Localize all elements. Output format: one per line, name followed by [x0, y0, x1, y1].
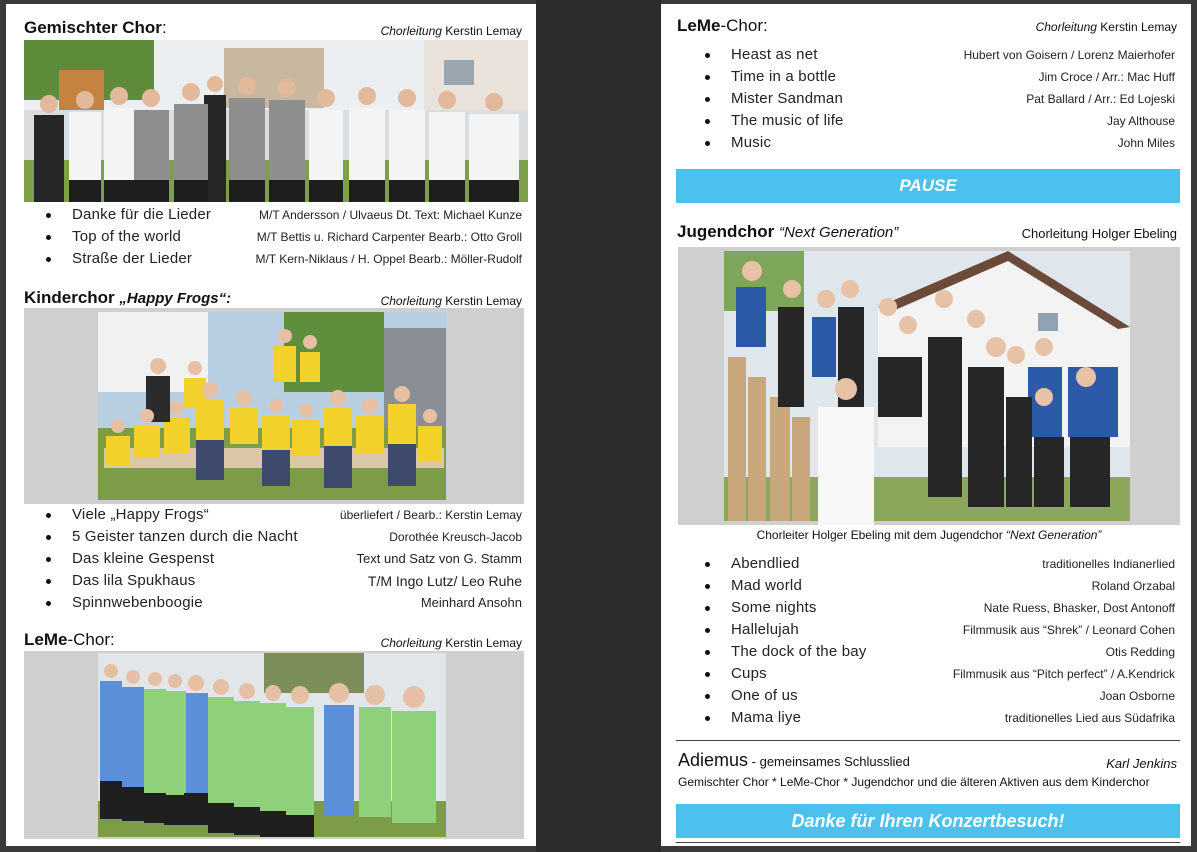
- list-item: [705, 641, 1175, 663]
- kinderchor-subtitle: „Happy Frogs“:: [119, 290, 232, 307]
- leme-chor-heading-right: [677, 16, 768, 36]
- caption-text: Chorleiter Holger Ebeling mit dem Jugendchor: [756, 528, 1003, 542]
- song-credit: Filmmusik aus “Pitch perfect” / A.Kendrick: [952, 667, 1175, 681]
- song-credit: Dorothée Kreusch-Jacob: [389, 530, 522, 544]
- song-credit: Filmmusik aus “Shrek” / Leonard Cohen: [962, 623, 1175, 637]
- list-item: [46, 592, 522, 614]
- song-title: Time in a bottle: [731, 68, 837, 85]
- leme-chor-conductor-left: [381, 636, 522, 650]
- conductor-name: Kerstin Lemay: [1100, 20, 1177, 34]
- song-title: Mad world: [731, 577, 802, 594]
- song-credit: Meinhard Ansohn: [420, 595, 522, 610]
- song-credit: Pat Ballard / Arr.: Ed Lojeski: [1026, 92, 1175, 106]
- kinderchor-photo: [24, 308, 524, 504]
- list-item: [705, 66, 1175, 88]
- leme-chor-photo: [24, 651, 524, 839]
- leme-title-rest: -Chor:: [67, 630, 115, 649]
- conductor-label: Chorleitung: [380, 24, 442, 38]
- leme-chor-conductor-right: [1036, 20, 1177, 34]
- song-title: Cups: [731, 665, 767, 682]
- adiemus-performers: Gemischter Chor * LeMe-Chor * Jugendchor und die älteren Aktiven aus dem Kinderchor: [678, 775, 1150, 789]
- caption-italic: “Next Generation”: [1006, 528, 1102, 542]
- conductor-label: Chorleitung: [1035, 20, 1097, 34]
- song-credit: T/M Ingo Lutz/ Leo Ruhe: [367, 573, 522, 589]
- song-title: Das kleine Gespenst: [72, 550, 215, 567]
- list-item: [705, 707, 1175, 729]
- gemischter-chor-songs: [46, 204, 522, 270]
- song-credit: Jim Croce / Arr.: Mac Huff: [1038, 70, 1175, 84]
- song-title: Mister Sandman: [731, 90, 844, 107]
- list-item: [705, 597, 1175, 619]
- song-credit: Nate Ruess, Bhasker, Dost Antonoff: [983, 601, 1175, 615]
- jugendchor-subtitle: “Next Generation”: [779, 224, 899, 241]
- song-title: The dock of the bay: [731, 643, 867, 660]
- jugendchor-photo-caption: [678, 528, 1180, 542]
- conductor-name: Kerstin Lemay: [445, 294, 522, 308]
- list-item: [46, 226, 522, 248]
- song-credit: überliefert / Bearb.: Kerstin Lemay: [339, 508, 522, 522]
- list-item: [705, 553, 1175, 575]
- kinderchor-title: Kinderchor: [24, 288, 115, 307]
- kinderchor-songs: [46, 504, 522, 614]
- list-item: [705, 110, 1175, 132]
- song-title: Top of the world: [72, 228, 182, 245]
- kinderchor-heading: [24, 288, 231, 308]
- list-item: [705, 88, 1175, 110]
- leme-chor-heading-left: [24, 630, 115, 650]
- jugendchor-title: Jugendchor: [677, 222, 775, 241]
- jugendchor-songs: [705, 553, 1175, 729]
- list-item: [46, 248, 522, 270]
- right-page: [661, 4, 1191, 846]
- leme-chor-songs: [705, 44, 1175, 154]
- song-title: Music: [731, 134, 772, 151]
- pause-banner: PAUSE: [676, 169, 1180, 203]
- song-credit: Jay Althouse: [1106, 114, 1175, 128]
- gemischter-chor-conductor: [381, 24, 522, 38]
- list-item: [705, 663, 1175, 685]
- song-credit: Joan Osborne: [1099, 689, 1175, 703]
- list-item: [705, 575, 1175, 597]
- leme-title-rest: -Chor:: [720, 16, 768, 35]
- jugendchor-heading: [677, 222, 898, 242]
- list-item: [46, 526, 522, 548]
- song-title: Abendlied: [731, 555, 800, 572]
- kinderchor-conductor: [381, 294, 522, 308]
- gemischter-chor-photo: [24, 40, 528, 202]
- list-item: [705, 619, 1175, 641]
- song-credit: Text und Satz von G. Stamm: [356, 551, 522, 566]
- list-item: [705, 44, 1175, 66]
- jugendchor-photo: [678, 247, 1180, 525]
- leme-title-bold: LeMe: [677, 16, 721, 35]
- list-item: [46, 548, 522, 570]
- leme-title-bold: LeMe: [24, 630, 68, 649]
- conductor-name: Kerstin Lemay: [445, 24, 522, 38]
- song-title: One of us: [731, 687, 798, 704]
- song-credit: M/T Kern-Niklaus / H. Oppel Bearb.: Möller-Rudolf: [255, 252, 522, 266]
- bottom-divider: [676, 842, 1180, 843]
- song-credit: traditionelles Indianerlied: [1042, 557, 1175, 571]
- adiemus-subtitle: - gemeinsames Schlusslied: [748, 754, 910, 769]
- song-title: Hallelujah: [731, 621, 799, 638]
- song-credit: M/T Bettis u. Richard Carpenter Bearb.: Otto Groll: [256, 230, 522, 244]
- divider: [676, 740, 1180, 741]
- page-gutter: [536, 0, 661, 852]
- gemischter-chor-title: Gemischter Chor: [24, 18, 162, 37]
- list-item: [705, 132, 1175, 154]
- song-title: Some nights: [731, 599, 817, 616]
- song-credit: Otis Redding: [1105, 645, 1175, 659]
- list-item: [705, 685, 1175, 707]
- song-title: Straße der Lieder: [72, 250, 193, 267]
- adiemus-composer: Karl Jenkins: [1106, 756, 1177, 771]
- left-page: [6, 4, 536, 846]
- adiemus-title: Adiemus: [678, 750, 749, 770]
- conductor-label: Chorleitung: [380, 636, 442, 650]
- song-credit: Roland Orzabal: [1091, 579, 1175, 593]
- heading-colon: :: [161, 18, 167, 37]
- adiemus-heading: [678, 750, 910, 771]
- thanks-banner: Danke für Ihren Konzertbesuch!: [676, 804, 1180, 838]
- list-item: [46, 504, 522, 526]
- song-title: Mama liye: [731, 709, 802, 726]
- song-title: The music of life: [731, 112, 844, 129]
- song-credit: traditionelles Lied aus Südafrika: [1004, 711, 1175, 725]
- song-credit: John Miles: [1117, 136, 1175, 150]
- song-credit: Hubert von Goisern / Lorenz Maierhofer: [963, 48, 1175, 62]
- song-title: Danke für die Lieder: [72, 206, 212, 223]
- list-item: [46, 204, 522, 226]
- jugendchor-conductor: Chorleitung Holger Ebeling: [1021, 226, 1177, 241]
- song-title: 5 Geister tanzen durch die Nacht: [72, 528, 298, 545]
- song-title: Das lila Spukhaus: [72, 572, 196, 589]
- song-title: Heast as net: [731, 46, 818, 63]
- song-title: Viele „Happy Frogs“: [72, 506, 209, 523]
- gemischter-chor-heading: [24, 18, 167, 38]
- song-title: Spinnwebenboogie: [72, 594, 203, 611]
- conductor-name: Kerstin Lemay: [445, 636, 522, 650]
- song-credit: M/T Andersson / Ulvaeus Dt. Text: Michael Kunze: [258, 208, 522, 222]
- conductor-label: Chorleitung: [380, 294, 442, 308]
- list-item: [46, 570, 522, 592]
